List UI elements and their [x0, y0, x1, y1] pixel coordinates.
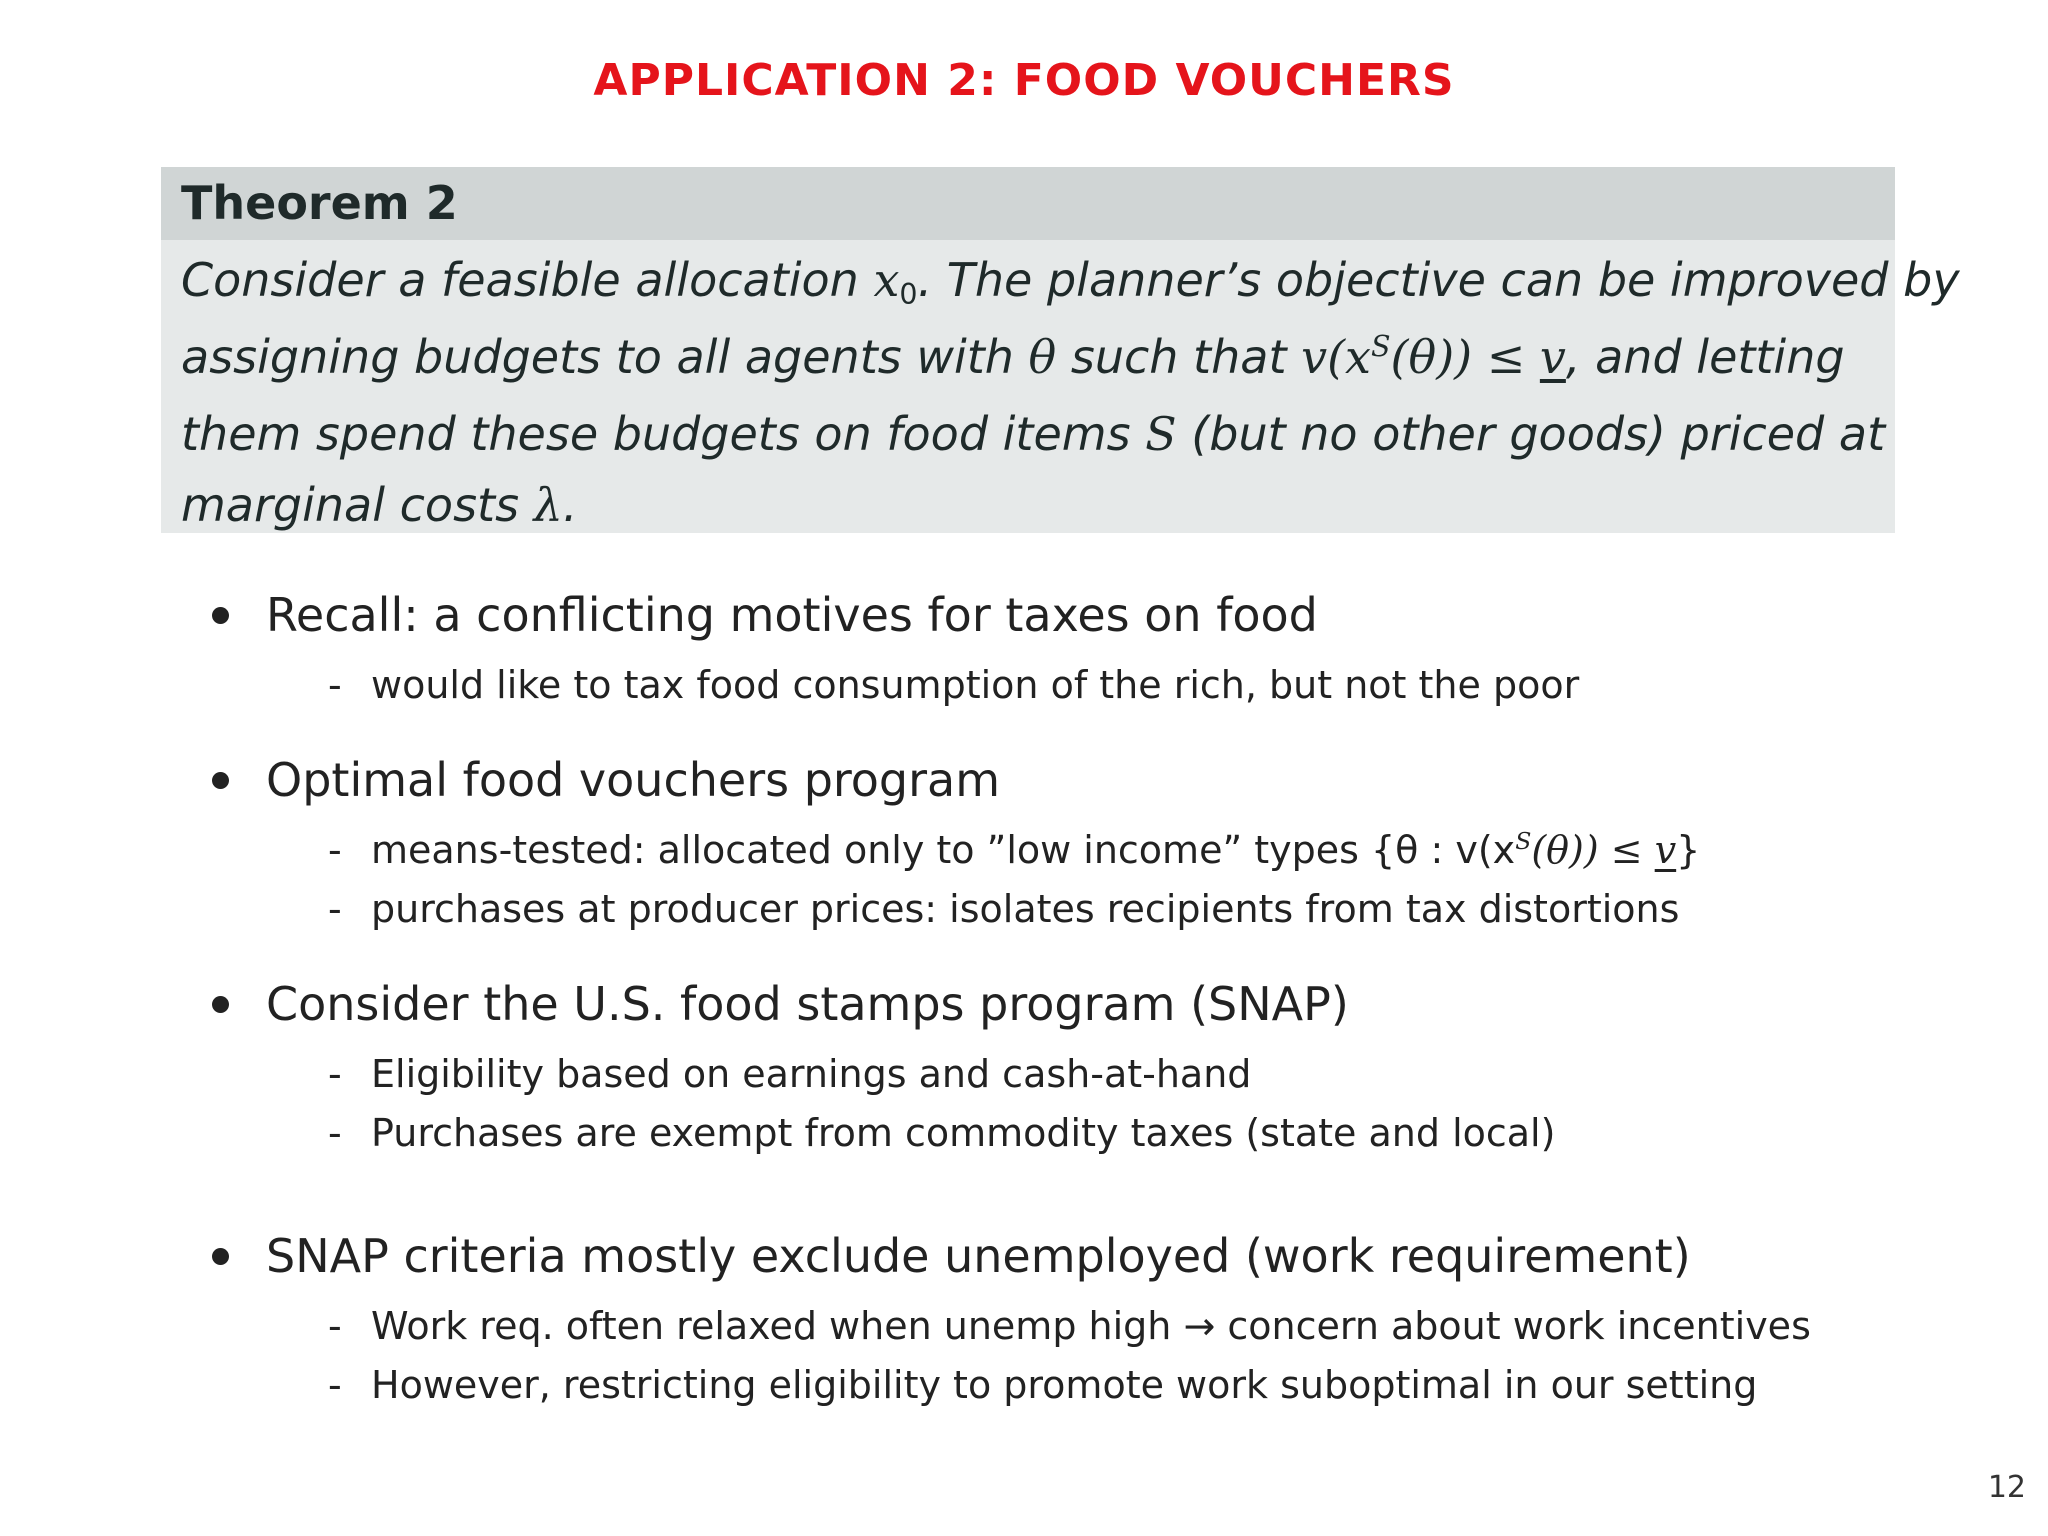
sub-item-text: Work req. often relaxed when unemp high → concern about work incentives: [371, 1304, 1811, 1348]
bullet-text: SNAP criteria mostly exclude unemployed (work requirement): [266, 1229, 1691, 1283]
theorem-line-2: assigning budgets to all agents with θ such that $v(x^S(\theta)) \le v$, and letting: [181, 329, 1845, 384]
theorem-line-3: them spend these budgets on food items S (but no other goods) priced at: [181, 407, 1886, 461]
bullet-dot: [212, 996, 229, 1013]
dash-marker: -: [328, 1052, 342, 1096]
sub-item-text: purchases at producer prices: isolates recipients from tax distortions: [371, 887, 1680, 931]
sub-item-text: would like to tax food consumption of the rich, but not the poor: [371, 663, 1580, 707]
bullet-text: Recall: a conflicting motives for taxes on food: [266, 588, 1318, 642]
bullet-dot: [212, 607, 229, 624]
bullet-dot: [212, 772, 229, 789]
sub-item-text: Purchases are exempt from commodity taxes (state and local): [371, 1111, 1556, 1155]
dash-marker: -: [328, 1363, 342, 1407]
slide-title: APPLICATION 2: FOOD VOUCHERS: [593, 55, 1455, 106]
dash-marker: -: [328, 663, 342, 707]
dash-marker: -: [328, 828, 342, 872]
theorem-box: [161, 167, 1960, 533]
dash-marker: -: [328, 1304, 342, 1348]
theorem-line-1: Consider a feasible allocation x0. The planner’s objective can be improved by: [181, 253, 1960, 311]
dash-marker: -: [328, 887, 342, 931]
bullet-dot: [212, 1248, 229, 1265]
bullet-text: Consider the U.S. food stamps program (SNAP): [266, 977, 1349, 1031]
bullet-text: Optimal food vouchers program: [266, 753, 1001, 807]
sub-item-text: means-tested: allocated only to ”low income” types {θ : $v(x^S(\theta)) \le v$}: [371, 826, 1701, 872]
sub-item-text: Eligibility based on earnings and cash-at-hand: [371, 1052, 1252, 1096]
theorem-statement: [161, 240, 1960, 541]
theorem-heading: Theorem 2: [161, 167, 1895, 240]
page-number: 12: [1987, 1470, 2026, 1505]
theorem-line-4: marginal costs λ.: [181, 478, 578, 532]
sub-item-text: However, restricting eligibility to promote work suboptimal in our setting: [371, 1363, 1758, 1407]
dash-marker: -: [328, 1111, 342, 1155]
